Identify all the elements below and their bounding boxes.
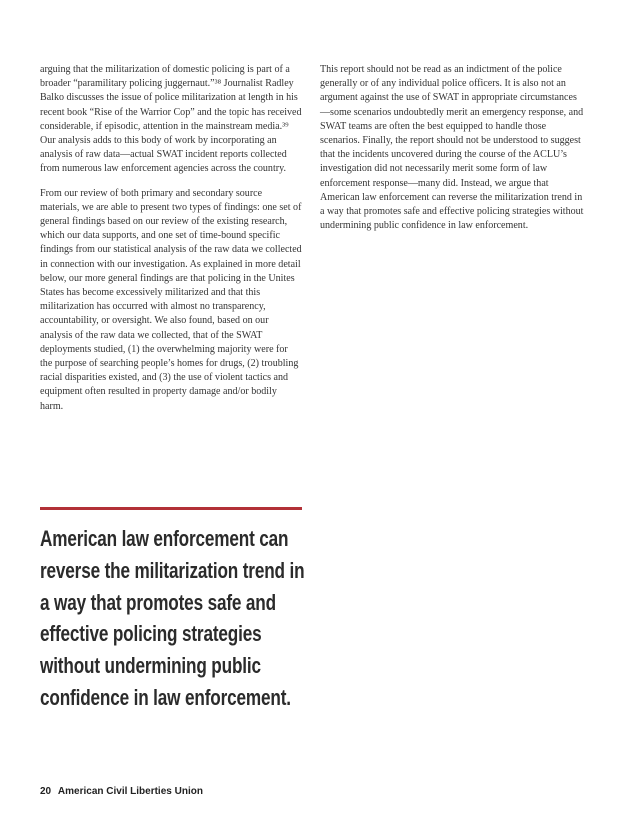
body-paragraph: arguing that the militarization of domestic policing is part of a broader “paramilitary policing juggernaut.”³⁸ Journalist Radley Balko discusses the issue of police militarization at length in his recent book “Rise of the Warrior Cop” and the topic has received considerable, if episodic, attention in the mainstream media.³⁹ Our analysis adds to this body of work by incorporating an analysis of raw data—actual SWAT incident reports collected from numerous law enforcement agencies across the country. [40,64,302,175]
right-column [320,63,585,243]
body-paragraph: From our review of both primary and secondary source materials, we are able to present two types of findings: one set of general findings based on our review of the existing research, which our data supports, and one set of time-bound specific findings from our statistical analysis of the raw data we collected in connection with our investigation. As explained in more detail below, our more general findings are that policing in the Unites States has become excessively militarized and that this militarization has occurred with almost no transparency, accountability, or oversight. We also found, based on our analysis of the raw data we collected, that of the SWAT deployments studied, (1) the overwhelming majority were for the purpose of searching people’s homes for drugs, (2) troubling racial disparities existed, and (3) the use of violent tactics and equipment often resulted in property damage and/or bodily harm. [40,187,302,412]
page-footer [40,786,203,797]
body-paragraph: This report should not be read as an indictment of the police generally or of any individual police officers. It is also not an argument against the use of SWAT in appropriate circumstances—some scenarios undoubtedly merit an emergency response, and SWAT teams are often the best equipped to handle those scenarios. Finally, the report should not be understood to suggest that the incidents uncovered during the course of the ACLU’s investigation did not necessarily merit some form of law enforcement response—many did. Instead, we argue that American law enforcement can reverse the militarization trend in a way that promotes safe and effective policing strategies without undermining public confidence in law enforcement. [320,64,584,232]
left-column [40,63,302,424]
pull-quote: American law enforcement can reverse the militarization trend in a way that promotes safe and effective policing strategies without undermining public confidence in law enforcement. [40,526,305,710]
page-number: 20 [40,786,52,797]
organization-name: American Civil Liberties Union [57,786,203,797]
pull-quote-divider [40,507,302,510]
